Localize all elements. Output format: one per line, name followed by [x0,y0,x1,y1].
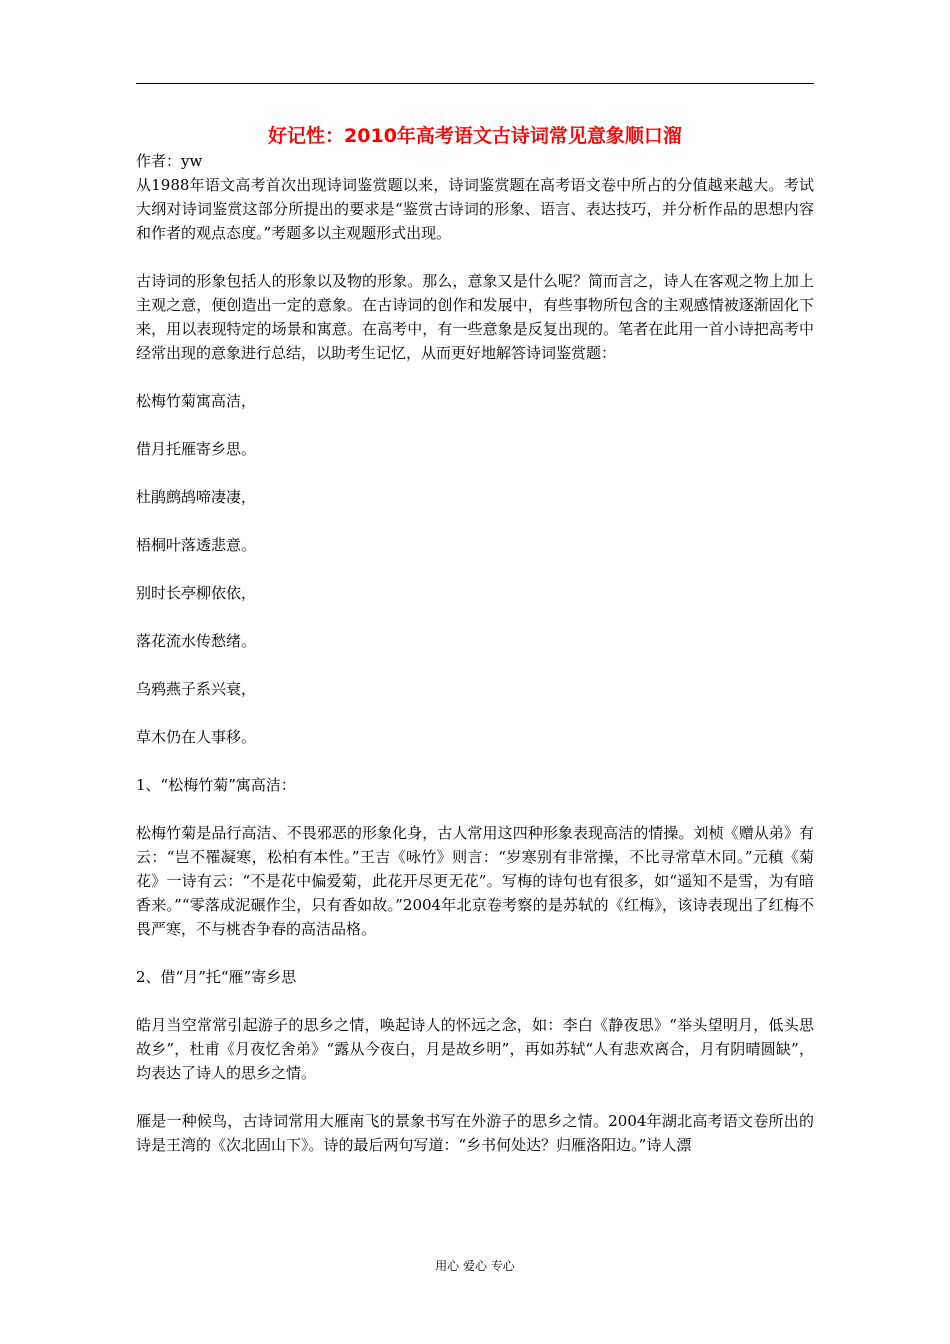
poem-line-5: 别时长亭柳依依， [136,584,257,602]
document-title: 好记性：2010年高考语文古诗词常见意象顺口溜 [268,125,682,147]
poem-line-6: 落花流水传愁绪。 [136,632,257,650]
poem-line-4: 梧桐叶落透悲意。 [136,536,257,554]
paragraph-moon: 皓月当空常常引起游子的思乡之情，唤起诗人的怀远之念，如：李白《静夜思》“举头望明月，低头思故乡”，杜甫《月夜忆舍弟》“露从今夜白，月是故乡明”，再如苏轼“人有悲欢离合，月有阴晴圆缺”，均表达了诗人的思乡之情。 [136,1016,814,1082]
header-rule [136,83,814,84]
author-line: 作者：yw [136,152,203,170]
page-footer: 用心 爱心 专心 [435,1259,515,1273]
paragraph-geese: 雁是一种候鸟，古诗词常用大雁南飞的景象书写在外游子的思乡之情。2004年湖北高考语文卷所出的诗是王湾的《次北固山下》。诗的最后两句写道：“乡书何处达？归雁洛阳边。”诗人漂 [136,1112,814,1154]
document-body [136,123,814,1181]
paragraph-pine-plum: 松梅竹菊是品行高洁、不畏邪恶的形象化身，古人常用这四种形象表现高洁的情操。刘桢《赠从弟》有云：“岂不罹凝寒，松柏有本性。”王吉《咏竹》则言：“岁寒别有非常操，不比寻常草木同。”元稹《菊花》一诗有云：“不是花中偏爱菊，此花开尽更无花”。写梅的诗句也有很多，如“遥知不是雪，为有暗香来。”“零落成泥碾作尘，只有香如故。”2004年北京卷考察的是苏轼的《红梅》，该诗表现出了红梅不畏严寒，不与桃杏争春的高洁品格。 [136,824,814,938]
paragraph-imagery: 古诗词的形象包括人的形象以及物的形象。那么，意象又是什么呢？简而言之，诗人在客观之物上加上主观之意，便创造出一定的意象。在古诗词的创作和发展中，有些事物所包含的主观感情被逐渐固化下来，用以表现特定的场景和寓意。在高考中，有一些意象是反复出现的。笔者在此用一首小诗把高考中经常出现的意象进行总结，以助考生记忆，从而更好地解答诗词鉴赏题： [136,272,814,362]
section-heading-2: 2、借“月”托“雁”寄乡思 [136,968,297,986]
poem-line-2: 借月托雁寄乡思。 [136,440,257,458]
poem-line-8: 草木仍在人事移。 [136,728,257,746]
poem-line-7: 乌鸦燕子系兴衰， [136,680,257,698]
poem-line-1: 松梅竹菊寓高洁， [136,392,257,410]
paragraph-intro: 从1988年语文高考首次出现诗词鉴赏题以来，诗词鉴赏题在高考语文卷中所占的分值越来越大。考试大纲对诗词鉴赏这部分所提出的要求是“鉴赏古诗词的形象、语言、表达技巧，并分析作品的思想内容和作者的观点态度。”考题多以主观题形式出现。 [136,176,814,242]
section-heading-1: 1、“松梅竹菊”寓高洁： [136,776,296,794]
poem-line-3: 杜鹃鹧鸪啼凄凄， [136,488,257,506]
